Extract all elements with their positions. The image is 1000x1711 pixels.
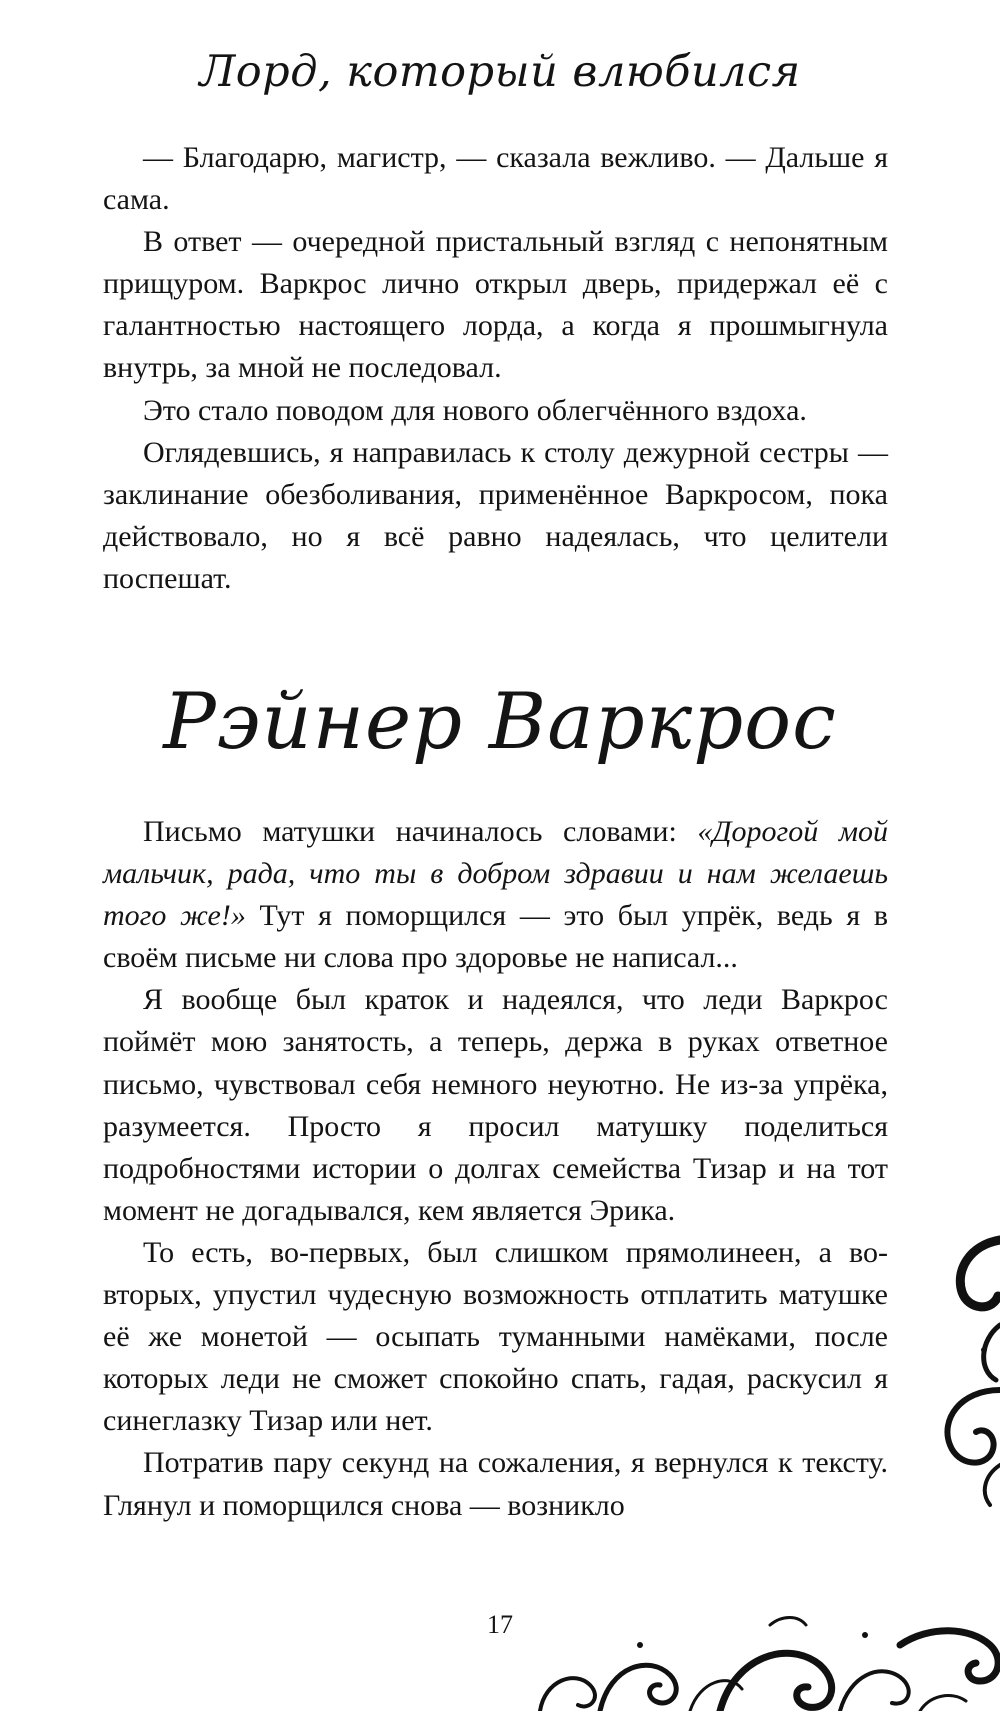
swirl-ornament-right xyxy=(900,1230,1000,1510)
letter-lead: Письмо матушки начиналось словами: xyxy=(143,815,698,848)
letter-rest: Тут я поморщился — это был упрёк, ведь я в своём письме ни слова про здоровье не написал... xyxy=(103,899,889,975)
paragraph: Я вообще был краток и надеялся, что леди Варкрос поймёт мою занятость, а теперь, держа в руках ответное письмо, чувствовал себя немного неуютно. Не из-за упрёка, разумеется. Просто я просил матушку поделиться подробностями истории о долгах семейства Тизар и на тот момент не догадывался, кем является Эрика. xyxy=(103,983,888,1227)
text-block-bottom xyxy=(103,811,888,1527)
paragraph: — Благодарю, магистр, — сказала вежливо. — Дальше я сама. xyxy=(103,141,888,217)
page-number: 17 xyxy=(487,1610,513,1639)
paragraph: Потратив пару секунд на сожаления, я вернулся к тексту. Глянул и поморщился снова — возникло xyxy=(103,1446,888,1522)
paragraph-letter xyxy=(103,811,888,979)
swirl-ornament-bottom xyxy=(520,1585,1000,1711)
paragraph: Оглядевшись, я направилась к столу дежурной сестры — заклинание обезболивания, применённое Варкросом, пока действовало, но я всё равно надеялась, что целители поспешат. xyxy=(103,435,888,595)
running-head: Лорд, который влюбился xyxy=(199,47,801,97)
paragraph: В ответ — очередной пристальный взгляд с непонятным прищуром. Варкрос лично открыл дверь, придержал её с галантностью настоящего лорда, а когда я прошмыгнула внутрь, за мной не последовал. xyxy=(103,225,888,385)
paragraph: Это стало поводом для нового облегчённого вздоха. xyxy=(143,393,807,427)
letter-quote: «Дорогой мой мальчик, рада, что ты в добром здравии и нам желаешь того же!» xyxy=(103,815,888,933)
chapter-title: Рэйнер Варкрос xyxy=(163,677,837,767)
text-block-top xyxy=(103,137,888,600)
paragraph: То есть, во-первых, был слишком прямолинеен, а во-вторых, упустил чудесную возможность отплатить матушке её же монетой — осыпать туманными намёками, после которых леди не сможет спокойно спать, гадая, раскусил я синеглазку Тизар или нет. xyxy=(103,1235,888,1438)
